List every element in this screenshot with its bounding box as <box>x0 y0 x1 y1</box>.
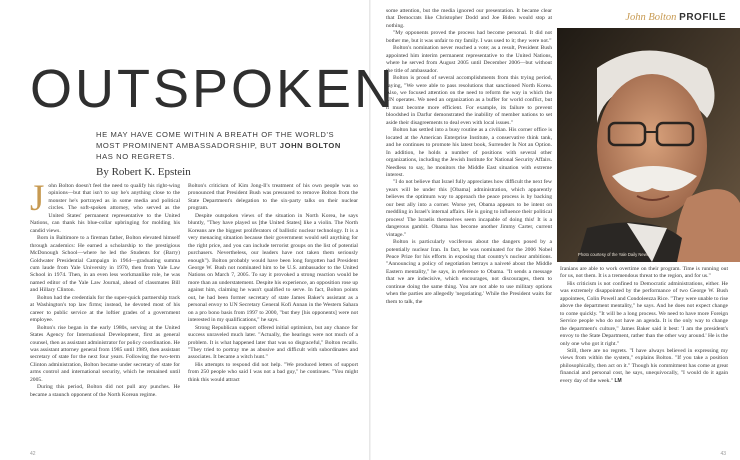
deck-subject-name: JOHN BOLTON <box>279 141 341 150</box>
paragraph: "I do not believe that Israel fully appreciates how difficult the next few years will be under this [Obama] administration, which apparently believes the optimum way to approach the peace process is by backing our best ally into a corner. Worse yet, Obama appears to be intent on meddling in Israel's internal affairs. He is going to influence their political process! The Israelis themselves seem incapable of doing this! It is a dangerous gambit. Obama has become another Jimmy Carter, current vintage." <box>386 179 552 238</box>
section-header <box>625 12 726 23</box>
paragraph: Still, there are no regrets. "I have always believed in expressing my views from within the system," explains Bolton. "If you take a position philosophically, then act on it." Though his commitment has come at great financial and personal cost, he says, unequivocally, "I would do it again every day of the week." LM <box>560 347 728 384</box>
paragraph: Bolton is proud of several accomplishments from this trying period, saying, "We were able to pass resolutions that sanctioned North Korea. Also, we focused attention on the need to reform the way in which the UN operates. We need an organization as a buffer for world conflict, but it must become more efficient. For example, its failure to prevent bloodshed in Darfur demonstrated the inability of member nations to set aside their disagreements to deal even with local issues." <box>386 75 552 126</box>
drop-cap: J <box>30 178 45 219</box>
end-mark: LM <box>614 377 622 384</box>
article-title: OUTSPOKEN <box>30 59 397 119</box>
deck-text-after: HAS NO REGRETS. <box>96 152 176 161</box>
byline: By Robert K. Epstein <box>96 166 191 178</box>
article-deck <box>96 129 356 162</box>
paragraph: Bolton has settled into a busy routine as a civilian. His corner office is located at the American Enterprise Institute, a conservative think tank, and he continues to promote his latest book, Surrender Is Not an Option. In addition, he holds a number of positions with several other organizations, including the Jewish Institute for National Security Affairs. Needless to say, he monitors the Middle East situation with extreme interest. <box>386 127 552 178</box>
paragraph: His criticism is not confined to Democratic administrations, either. He was extremely disappointed by the performance of two George W. Bush appointees, Colin Powell and Condoleezza Rice. "They were unable to rise above the department mentality," he says. And he does not expect change to come quickly. "It will be a long process. We need to have more Foreign Service people who do not have an agenda. It is the only way to change the department's culture," James Baker said it best: 'I am the president's envoy to the State Department, rather than the other way around.' He is the only one who got it right." <box>560 280 728 347</box>
portrait-illustration <box>557 28 740 262</box>
paragraph: Bolton's rise began in the early 1980s, serving at the United States Agency for International Development, first as general counsel, then as assistant administrator for policy coordination. He was assistant attorney general from 1985 until 1989, then assistant secretary of state for the next four years. Following the two-term Clinton administration, Bolton became under secretary of state for arms control and international security, which he remained until 2005. <box>30 324 180 383</box>
page-number-left: 42 <box>30 451 36 457</box>
text-column-3 <box>386 8 552 306</box>
paragraph: Strong Republican support offered initial optimism, but any chance for success unraveled much later. "Actually, the hearings were not much of a problem. It is what happened later that was so disgraceful," Bolton recalls. "They tried to portray me as abusive and difficult with subordinates and associates. It became a witch hunt." <box>188 324 358 361</box>
paragraph: Bolton had the credentials for the super-quick partnership track at Washington's top law firms; instead, he devoted most of his career to public service at the loftier grades of a government employee. <box>30 294 180 324</box>
header-subject-name: John Bolton <box>625 12 677 23</box>
paragraph: During this period, Bolton did not pull any punches. He became a staunch opponent of the North Korean regime. <box>30 384 180 398</box>
header-section-label: PROFILE <box>679 12 726 23</box>
paragraph: Despite outspoken views of the situation in North Korea, he says bluntly, "They have played us [the United States] like a violin. The North Koreans are the biggest proliferators of ballistic nuclear technology. It is a very menacing situation because their government would sell anything for the right price, and you can include terrorist groups on the list of potential purchasers. Nevertheless, our leaders have not taken them seriously enough"). Bolton probably would have been long forgotten had President George W. Bush not nominated him to be U.S. ambassador to the United Nations on March 7, 2005. To say it provoked a strong reaction would be more than an understatement. Despite his experience, an opposition rose up against him, claiming he wasn't qualified to serve. In fact, Bolton points out, he had been former secretary of state James Baker's assistant as a personal envoy to UN Secretary General Kofi Annan in the Western Sahara on a pro bono basis from 1997 to 2000, "but they [his opponents] were not interested in my qualifications," he says. <box>188 212 358 324</box>
paragraph: John Bolton doesn't feel the need to qualify his right-wing opinions—but that isn't to say he's anything close to the monster he's portrayed as in some media and political circles. The soft-spoken attorney, who served as the United States' permanent representative to the United Nations, can thank his blue-collar upbringing for molding his candid views. <box>30 178 180 234</box>
paragraph: Bolton is particularly vociferous about the dangers posed by a potentially nuclear Iran. In fact, he was nominated for the 2006 Nobel Peace Prize for his efforts in exposing that country's nuclear ambitions. "Announcing a policy of negotiation betrays a naiveté about the Middle Eastern mentality," he says, in reference to Obama. "It sends a message that we are indecisive, which encourages, not discourages, them to continue doing the same thing. You are not able to use military options when the parties are allegedly 'negotiating.' While the President waits for them to talk, the <box>386 239 552 305</box>
portrait-photo <box>557 28 740 262</box>
paragraph: Bolton's nomination never reached a vote; as a result, President Bush appointed him interim permanent representative to the United Nations, where he served from August 2005 until December 2006—but without the title of ambassador. <box>386 45 552 74</box>
deck-text-before: HE MAY HAVE COME WITHIN A BREATH OF THE WORLD'S MOST PROMINENT AMBASSADORSHIP, BUT <box>96 130 335 150</box>
photo-credit: Photo courtesy of the Yale Daily News <box>578 252 649 257</box>
text-column-2 <box>188 183 358 384</box>
text-column-1 <box>30 178 180 399</box>
paragraph: Bolton's criticism of Kim Jong-Il's treatment of his own people was so pronounced that President Bush was pressured to remove Bolton from the State Department's delegation to the six-party talks on their nuclear program. <box>188 183 358 212</box>
text-column-4 <box>560 266 728 385</box>
paragraph: Born in Baltimore to a fireman father, Bolton elevated himself through academics: He earned a scholarship to the prestigious McDonough School—where he led the Students for (Barry) Goldwater Presidential Campaign in 1964—graduating summa cum laude from Yale University in 1970, then from Yale Law School in 1974. Then, in an even less workmanlike role, he was named editor of the Yale Law Journal, ahead of classmates Bill and Hillary Clinton. <box>30 235 180 294</box>
paragraph: "My opponents proved the process had become personal. It did not bother me, but it was unfair to my family. I was used to it; they were not." <box>386 30 552 44</box>
page-number-right: 43 <box>720 451 726 457</box>
paragraph: His attempts to respond did not help. "We produced letters of support from 250 people who said I was not a bad guy," he continues. "You might think this would attract <box>188 361 358 383</box>
paragraph: Iranians are able to work overtime on their program. Time is running out for us, not them. It is a tremendous threat to the region, and for us." <box>560 266 728 280</box>
paragraph: some attention, but the media ignored our presentation. It became clear that Democrats like Christopher Dodd and Joe Biden would stop at nothing. <box>386 8 552 29</box>
